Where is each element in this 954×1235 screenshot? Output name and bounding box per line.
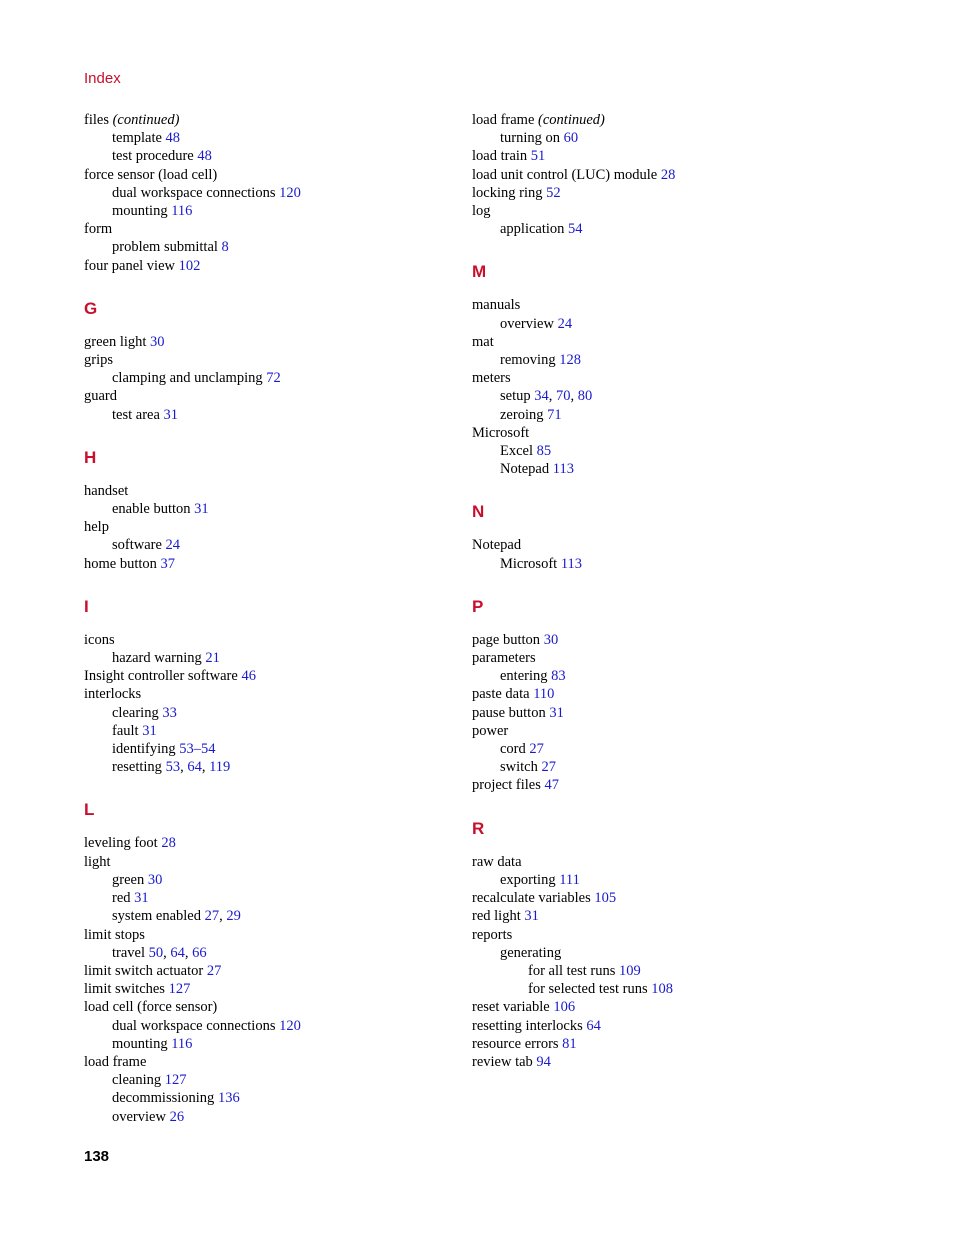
page-reference-link[interactable]: 53–54 [179,741,216,758]
index-entry [84,685,444,703]
index-term: parameters [472,650,536,667]
page-reference-link[interactable]: 85 [536,443,552,460]
index-entry [472,333,832,351]
index-term: resource errors [472,1035,559,1052]
index-term: handset [84,482,129,499]
index-subentry [472,871,832,889]
index-term: green [112,871,145,888]
page-reference-link[interactable]: 29 [226,908,241,925]
index-subentry [472,315,832,333]
index-subentry [84,1108,444,1126]
index-entry [84,220,444,238]
page-reference-link[interactable]: 106 [553,999,576,1016]
index-entry [84,482,444,500]
page-reference-link[interactable]: 83 [551,668,566,685]
index-term: reset variable [472,999,550,1016]
index-term: switch [500,759,538,776]
index-entry [472,296,832,314]
index-subentry [472,962,832,980]
page-reference-link[interactable]: 66 [192,944,207,961]
index-term: enable button [112,501,191,518]
page-reference-link[interactable]: 34 [534,388,549,405]
index-term: load unit control (LUC) module [472,166,658,183]
index-term: Microsoft [472,424,530,441]
index-term: limit switches [84,981,165,998]
index-letter-heading: P [472,596,484,616]
index-term: resetting [112,759,162,776]
index-term: project files [472,777,541,794]
index-entry [84,834,444,852]
index-subentry [472,667,832,685]
page-reference-link[interactable]: 37 [160,555,176,572]
index-term: four panel view [84,257,175,274]
page-reference-link[interactable]: 136 [217,1090,240,1107]
index-entry [472,631,832,649]
page-reference-link[interactable]: 111 [559,871,580,888]
page-reference-link[interactable]: 27 [529,741,544,758]
page-reference-link[interactable]: 54 [568,221,583,238]
page-reference-link[interactable]: 31 [549,704,564,721]
index-entry [472,1053,832,1071]
index-entry [472,649,832,667]
index-term: system enabled [112,908,201,925]
index-subentry: setup 34, 70, 80 [500,388,593,405]
page-reference-link[interactable]: 64 [187,759,202,776]
index-subentry [84,704,444,722]
index-term: problem submittal [112,239,218,256]
index-column-right [472,111,832,1071]
index-entry [472,853,832,871]
index-subentry [84,1017,444,1035]
index-subentry [84,1071,444,1089]
index-subentry [84,184,444,202]
page-reference-link[interactable]: 105 [594,890,617,907]
index-subentry [472,406,832,424]
index-subentry [84,406,444,424]
index-term: clamping and unclamping [112,370,263,387]
index-entry [472,184,832,202]
index-term: red light [472,908,521,925]
index-term: guard [84,388,118,405]
page-reference-link[interactable]: 46 [241,668,256,685]
index-term: log [472,203,491,220]
page-reference-link[interactable]: 31 [134,890,149,907]
index-entry [472,147,832,165]
page-reference-link[interactable]: 128 [559,352,581,369]
index-entry [472,369,832,387]
page-reference-link[interactable]: 102 [178,257,201,274]
index-term: clearing [112,704,159,721]
index-term: raw data [472,853,522,870]
page-reference-link[interactable]: 27 [204,908,220,925]
index-term: for selected test runs [528,981,648,998]
index-term: icons [84,631,115,648]
index-entry [472,685,832,703]
index-term: test area [112,406,160,423]
index-term: overview [112,1108,166,1125]
index-term: pause button [472,704,546,721]
index-letter-heading: N [472,502,485,522]
page-reference-link[interactable]: 47 [544,777,559,794]
page-reference-link[interactable]: 21 [205,650,220,667]
page-reference-link[interactable]: 72 [266,370,281,387]
index-term: help [84,519,109,536]
index-entry [472,722,832,740]
page-reference-link[interactable]: 120 [279,184,301,201]
index-term: setup [500,388,531,405]
index-entry [84,853,444,871]
index-letter-heading: I [84,596,89,616]
index-term: mat [472,333,494,350]
continued-label: (continued) [112,112,180,128]
index-subentry [472,740,832,758]
index-term: dual workspace connections [112,184,276,201]
page-reference-link[interactable]: 116 [171,1035,193,1052]
index-term: load train [472,148,528,165]
section-header: Index [84,70,121,87]
index-term: recalculate variables [472,890,591,907]
index-term: green light [84,333,147,350]
page-reference-link[interactable]: 31 [142,722,157,739]
index-entry [84,926,444,944]
index-term: manuals [472,297,521,314]
index-term: generating [500,944,562,961]
index-term: entering [500,668,548,685]
page-reference-link[interactable]: 48 [197,148,212,165]
page-reference-link[interactable]: 113 [552,461,574,478]
page-reference-link[interactable]: 8 [221,239,229,256]
index-subentry [84,238,444,256]
page-reference-link[interactable]: 94 [536,1053,551,1070]
page-reference-link[interactable]: 31 [524,908,539,925]
index-entry [472,776,832,794]
index-term: reports [472,926,513,943]
index-entry [472,1035,832,1053]
index-term: force sensor (load cell) [84,166,218,183]
index-term: zeroing [500,406,544,423]
index-term: exporting [500,871,556,888]
page-reference-link[interactable]: 27 [541,759,556,776]
page-reference-link[interactable]: 71 [547,406,562,423]
index-term: files [84,112,109,128]
page-reference-link[interactable]: 53 [165,759,181,776]
page-reference-link[interactable]: 113 [560,555,583,572]
page-reference-link[interactable]: 108 [651,981,673,998]
index-subentry [472,980,832,998]
page-reference-link[interactable]: 27 [206,962,222,979]
index-entry [84,555,444,573]
index-letter-heading: M [472,262,487,282]
page-reference-link[interactable]: 33 [162,704,177,721]
page-reference-link[interactable]: 30 [543,631,559,648]
index-term: red [112,890,131,907]
index-term: load frame [472,112,535,128]
index-column-left [84,111,444,1126]
index-subentry [472,442,832,460]
index-entry [472,424,832,442]
page-reference-link[interactable]: 109 [619,962,641,979]
index-term: review tab [472,1053,533,1070]
index-letter-heading: H [84,447,97,467]
index-entry [84,351,444,369]
index-term: Notepad [500,461,550,478]
index-term: paste data [472,686,530,703]
index-subentry [472,944,832,962]
page-number: 138 [84,1148,110,1165]
index-term: Notepad [472,537,522,554]
index-subentry [84,1089,444,1107]
index-term: cord [500,741,526,758]
index-subentry: resetting 53, 64, 119 [112,759,231,776]
continued-label: (continued) [538,112,605,128]
index-subentry [472,129,832,147]
index-term: travel [112,944,146,961]
index-subentry [84,889,444,907]
index-subentry [84,871,444,889]
index-subentry [472,220,832,238]
index-term: locking ring [472,184,543,201]
index-term: mounting [112,203,168,220]
index-term: hazard warning [112,650,202,667]
index-entry [84,166,444,184]
index-term: removing [500,352,556,369]
page-reference-link[interactable]: 28 [660,166,676,183]
index-subentry [84,1035,444,1053]
index-term: form [84,221,113,238]
index-term: for all test runs [528,962,616,979]
index-entry [84,980,444,998]
index-term: limit switch actuator [84,962,204,979]
index-term: light [84,853,111,870]
index-term: limit stops [84,926,145,943]
index-entry [84,111,444,129]
index-term: dual workspace connections [112,1017,276,1034]
index-letter-heading: G [84,298,98,318]
index-term: Excel [500,443,534,460]
index-term: leveling foot [84,835,158,852]
index-entry [472,907,832,925]
index-term: decommissioning [112,1090,215,1107]
page-reference-link[interactable]: 28 [161,835,176,852]
index-subentry [84,147,444,165]
index-entry [472,536,832,554]
page-reference-link[interactable]: 116 [171,203,193,220]
index-entry [84,387,444,405]
index-term: meters [472,370,511,387]
index-term: Insight controller software [84,668,238,685]
index-term: home button [84,555,157,572]
index-entry [472,704,832,722]
page-reference-link[interactable]: 60 [563,130,579,147]
index-subentry [84,202,444,220]
page-reference-link[interactable]: 119 [209,759,231,776]
page-reference-link[interactable]: 31 [163,406,179,423]
index-term: fault [112,722,139,739]
page-reference-link[interactable]: 127 [168,981,191,998]
index-subentry [84,129,444,147]
index-term: mounting [112,1035,168,1052]
index-term: grips [84,352,113,369]
page-reference-link[interactable]: 48 [165,130,181,147]
index-subentry: system enabled 27, 29 [112,908,241,925]
index-entry [472,111,832,129]
index-entry [84,667,444,685]
page-reference-link[interactable]: 24 [557,315,573,332]
page-reference-link[interactable]: 51 [530,148,546,165]
index-subentry [84,649,444,667]
index-entry [472,1017,832,1035]
index-entry [472,166,832,184]
index-entry [472,202,832,220]
page-reference-link[interactable]: 52 [546,184,561,201]
index-subentry [472,460,832,478]
page-reference-link[interactable]: 80 [577,388,593,405]
index-entry [84,257,444,275]
index-term: software [112,537,162,554]
index-subentry: travel 50, 64, 66 [112,944,207,961]
page-reference-link[interactable]: 24 [165,537,181,554]
index-subentry [84,369,444,387]
page-reference-link[interactable]: 64 [586,1017,601,1034]
page-reference-link[interactable]: 70 [555,388,571,405]
page-reference-link[interactable]: 30 [150,333,165,350]
index-term: turning on [500,130,561,147]
index-entry [472,998,832,1016]
index-subentry [472,555,832,573]
index-entry [472,889,832,907]
page-reference-link[interactable]: 31 [194,501,209,518]
index-term: load frame [84,1053,147,1070]
index-term: test procedure [112,148,194,165]
index-letter-heading: L [84,800,95,820]
index-subentry [472,351,832,369]
index-subentry [84,500,444,518]
index-term: power [472,722,509,739]
index-subentry [472,758,832,776]
index-term: cleaning [112,1072,162,1089]
page-reference-link[interactable]: 50 [148,944,164,961]
index-entry [84,631,444,649]
page-reference-link[interactable]: 26 [169,1108,185,1125]
page-reference-link[interactable]: 120 [279,1017,301,1034]
index-entry [84,998,444,1016]
index-term: resetting interlocks [472,1017,583,1034]
index-subentry [84,722,444,740]
page-reference-link[interactable]: 81 [562,1035,577,1052]
index-term: application [500,221,565,238]
page-reference-link[interactable]: 127 [164,1072,187,1089]
index-entry [84,962,444,980]
index-entry [84,518,444,536]
index-entry [84,333,444,351]
index-term: page button [472,631,541,648]
index-subentry [84,536,444,554]
index-entry [472,926,832,944]
index-term: interlocks [84,686,142,703]
index-term: template [112,130,162,147]
index-term: load cell (force sensor) [84,999,218,1016]
page-reference-link[interactable]: 64 [170,944,185,961]
index-term: overview [500,315,554,332]
page-reference-link[interactable]: 30 [147,871,163,888]
index-subentry [84,740,444,758]
index-term: Microsoft [500,555,558,572]
page-reference-link[interactable]: 110 [533,686,555,703]
index-term: identifying [112,741,176,758]
index-entry [84,1053,444,1071]
index-letter-heading: R [472,818,485,838]
